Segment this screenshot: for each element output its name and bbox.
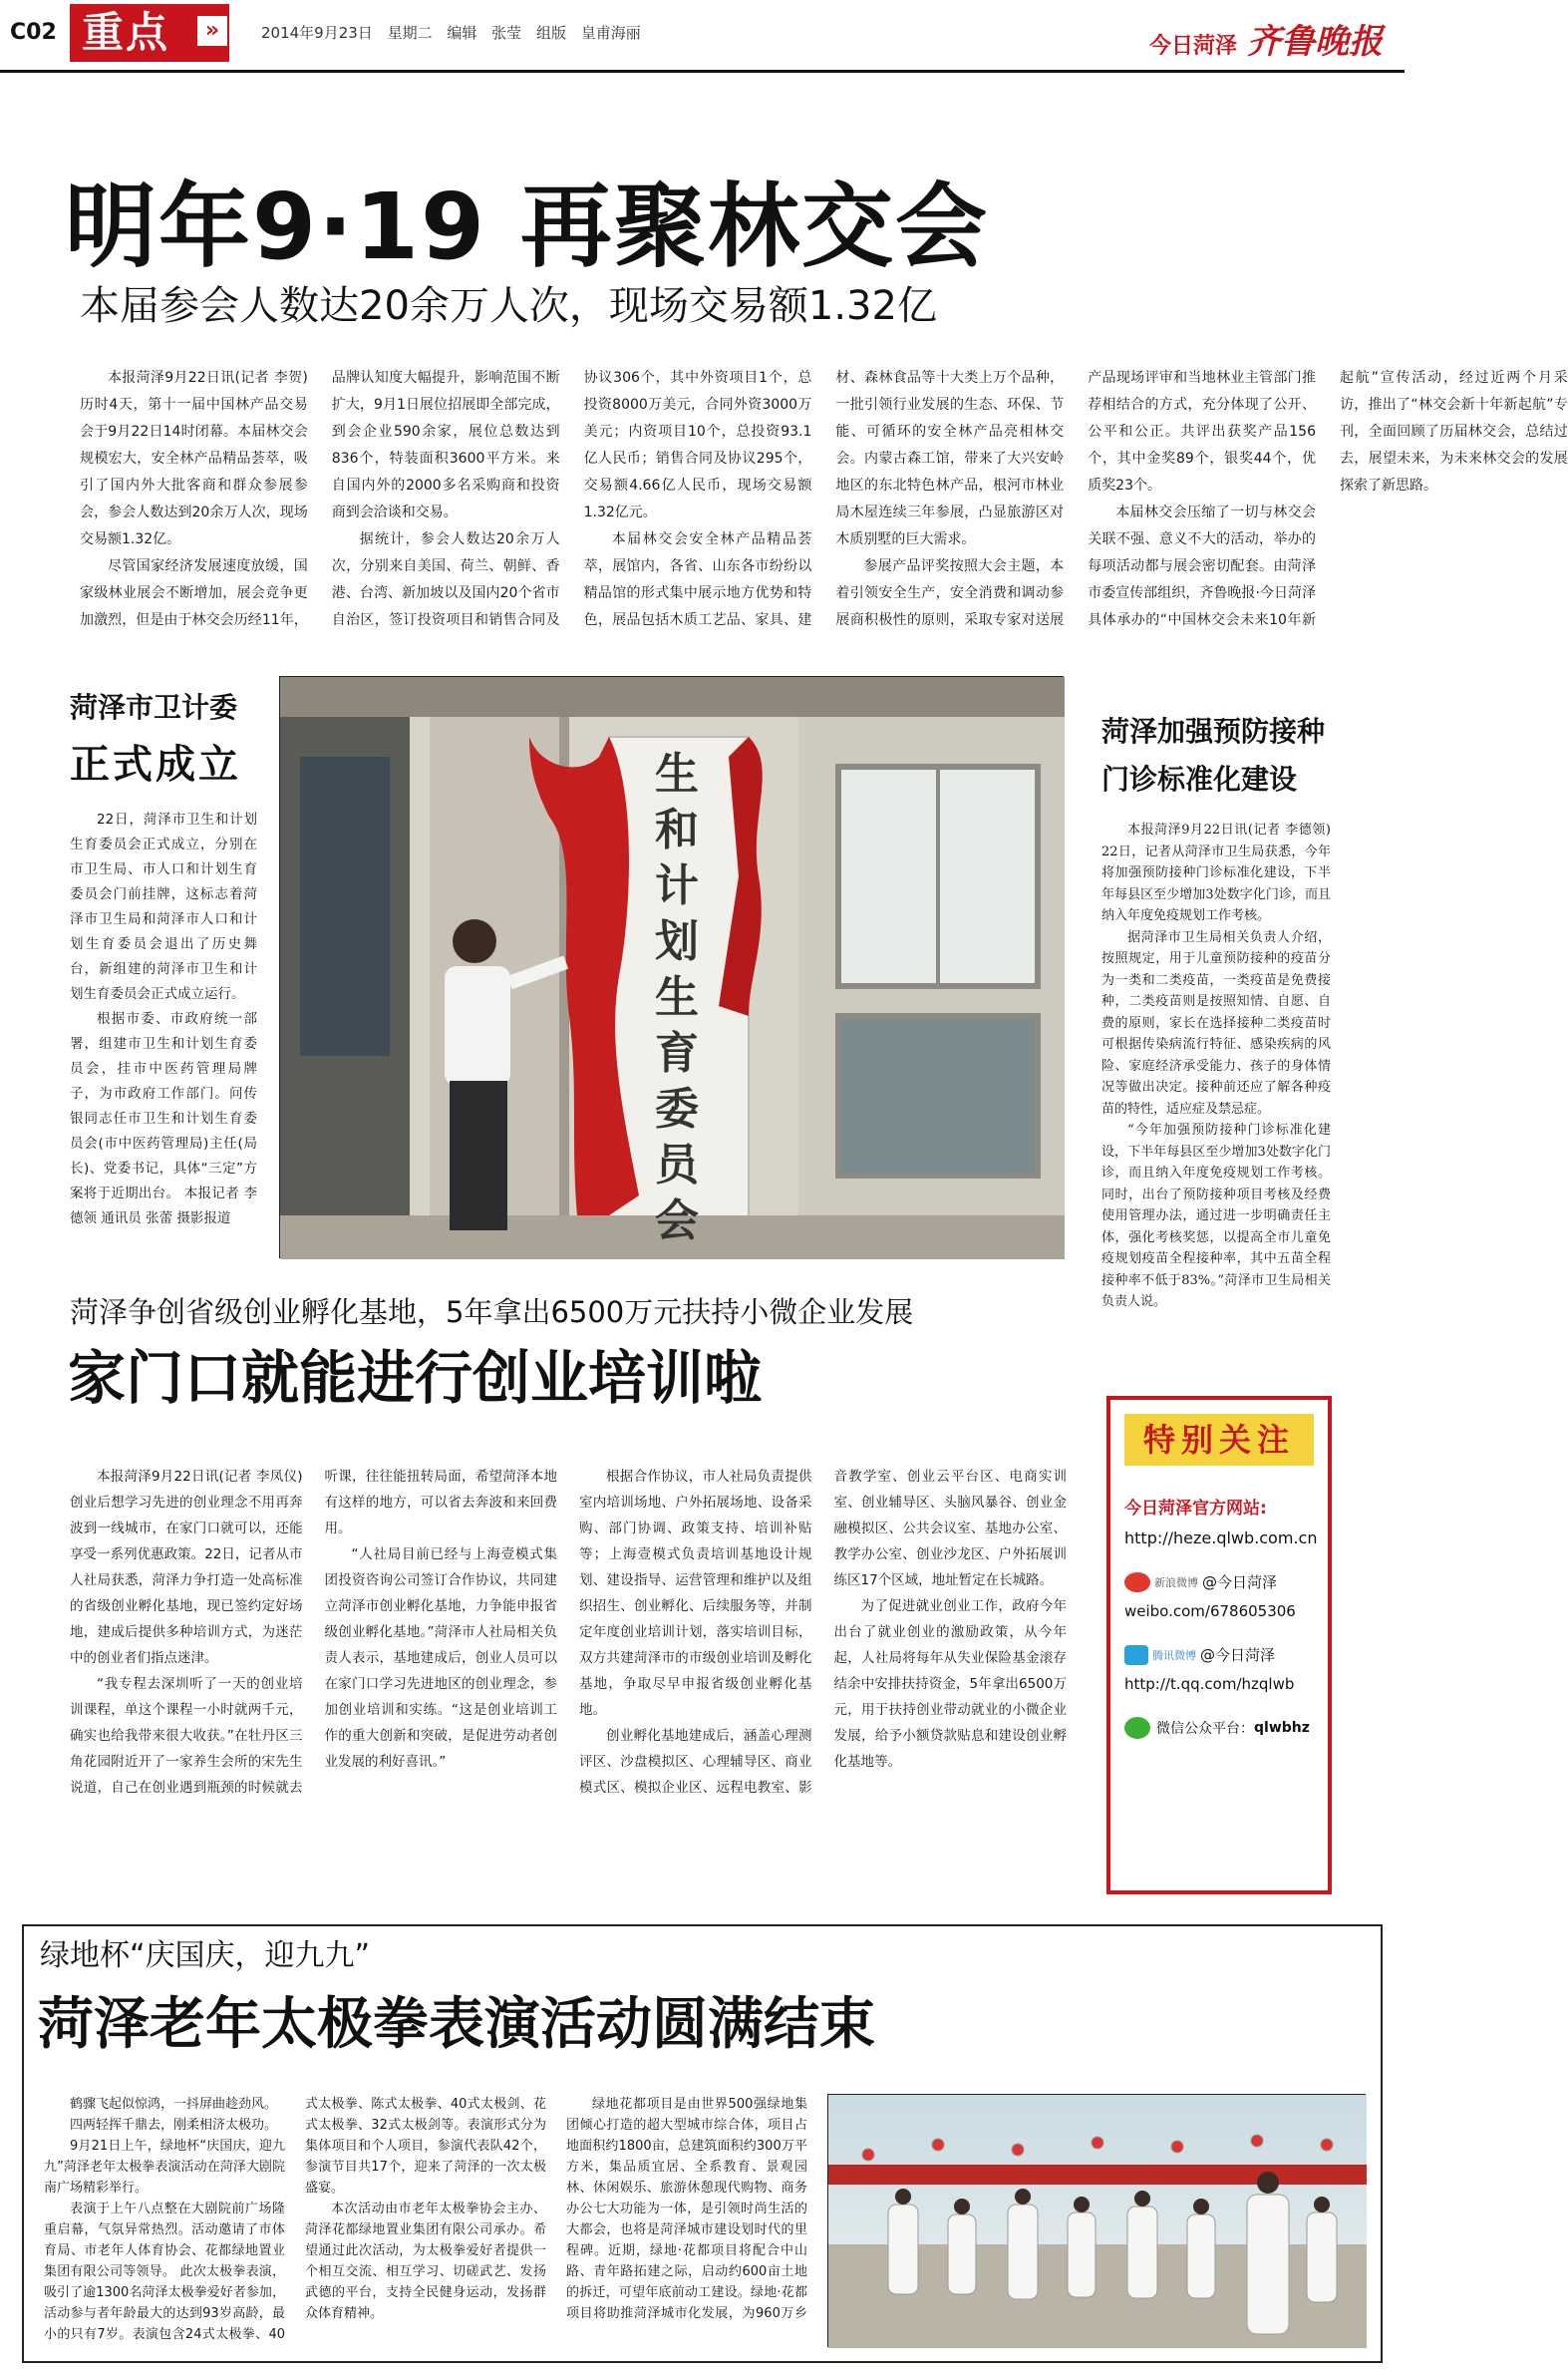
tencent-weibo-url[interactable]: http://t.qq.com/hzqlwb — [1124, 1675, 1295, 1693]
promo-site-label: 今日菏泽官方网站: — [1124, 1499, 1267, 1519]
designer: 组版 皇甫海丽 — [535, 24, 641, 42]
taichi-photo-illustration — [828, 2095, 1367, 2348]
issue-date: 2014年9月23日 — [261, 24, 373, 42]
lead-paragraph: 本报菏泽9月22日讯(记者 李贺) 历时4天，第十一届中国林产品交易会于9月22日14时闭幕。本届林交会规模宏大，安全林产品精品荟萃，吸引了国内外大批客商和群众参展参会，参会人数达到20余万人次，现场交易额1.32亿。 — [80, 370, 308, 547]
startup-paragraph: 为了促进就业创业工作，政府今年出台了就业创业的激励政策，从今年起，人社局将每年从失业保险基金滚存结余中安排扶持资金，5年拿出6500万元，用于扶持创业带动就业的小微企业发展，给予小额贷款贴息和建设创业孵化基地等。 — [833, 1598, 1067, 1770]
header-rule — [0, 70, 1405, 73]
brand-small: 今日菏泽 — [1148, 34, 1237, 59]
startup-headline: 家门口就能进行创业培训啦 — [68, 1344, 763, 1412]
sina-weibo-icon — [1124, 1572, 1150, 1592]
promo-weibo1 — [1124, 1571, 1328, 1592]
taichi-paragraph: 表演于上午八点整在大剧院前广场隆重启幕，气氛异常热烈。活动邀请了市体育局、市老年人体育协会、花都绿地置业集团有限公司等领导。 此次太极拳表演，吸引了逾1300名菏泽太极拳爱好者参加，活动参与者年龄最大的达到93岁高龄，最小的只有7岁。表演包含24式太极拳、40式太极拳、陈式太极拳、40式太极剑、花式太极拳、32式太极剑等。表演形式分为集体项目和个人项目，参演代表队42个，参演节目共17个，迎来了菏泽的一次太极盛宴。 — [44, 2097, 546, 2342]
vaccine-paragraph: 据菏泽市卫生局相关负责人介绍，按照规定，用于儿童预防接种的疫苗分为一类和二类疫苗，一类疫苗是免费接种，二类疫苗则是按照知情、自愿、自费的原则，家长在选择接种二类疫苗时可根据传染病流行特征、感染疾病的风险、家庭经济承受能力、孩子的身体情况等做出决定。接种前还应了解各种疫苗的特性，适应症及禁忌症。 — [1101, 929, 1331, 1117]
issue-meta — [261, 22, 641, 43]
tencent-weibo-label: 腾讯微博 — [1152, 1648, 1196, 1662]
lead-paragraph: 本届林交会压缩了一切与林交会关联不强、意义不大的活动，举办的每项活动都与展会密切配套。由菏泽市委宣传部组织，齐鲁晚报·今日菏泽具体承办的“中国林交会未来10年新起航”宣传活动，经过近两个月采访，推出了“林交会新十年新起航”专刊，全面回顾了历届林交会，总结过去，展望未来，为未来林交会的发展探索了新思路。 — [1088, 370, 1568, 628]
health-title-line1: 菏泽市卫计委 — [70, 691, 238, 724]
issue-weekday: 星期二 — [387, 24, 433, 42]
taichi-poem-line: 四两轻挥千鼎去，刚柔相济太极功。 — [70, 2118, 278, 2133]
wechat-label: 微信公众平台： — [1156, 1721, 1254, 1737]
startup-kicker: 菏泽争创省级创业孵化基地，5年拿出6500万元扶持小微企业发展 — [70, 1295, 914, 1329]
promo-title: 特别关注 — [1124, 1414, 1314, 1466]
vaccine-title-line1: 菏泽加强预防接种 — [1101, 715, 1326, 748]
editor: 编辑 张莹 — [447, 24, 522, 42]
startup-paragraph: 创业孵化基地建成后，涵盖心理测评区、沙盘模拟区、心理辅导区、商业模式区、模拟企业区、远程电教室、影音教学室、创业云平台区、电商实训室、创业辅导区、头脑风暴谷、创业金融模拟区、公共会议室、基地办公室、教学办公室、创业沙龙区、户外拓展训练区17个区域，地址暂定在长城路。 — [579, 1469, 1067, 1796]
tencent-weibo-icon — [1124, 1645, 1148, 1665]
promo-box — [1106, 1396, 1332, 1894]
wechat-id: qlwbhz — [1254, 1720, 1310, 1736]
health-paragraph: 22日，菏泽市卫生和计划生育委员会正式成立，分别在市卫生局、市人口和计划生育委员会门前挂牌，这标志着菏泽市卫生局和菏泽市人口和计划生育委员会退出了历史舞台，新组建的菏泽市卫生和计划生育委员会正式成立运行。 — [70, 812, 257, 1002]
vaccine-title-line2: 门诊标准化建设 — [1101, 763, 1298, 796]
lead-subhead: 本届参会人数达20余万人次，现场交易额1.32亿 — [80, 283, 937, 329]
startup-paragraph: “我专程去深圳听了一天的创业培训课程，单这个课程一小时就两千元，确实也给我带来很大收获。”在牡丹区三角花园附近开了一家养生会所的宋先生说道，自己在创业遇到瓶颈的时候就去听课，往往能扭转局面，希望菏泽本地有这样的地方，可以省去奔波和来回费用。 — [70, 1469, 557, 1796]
health-body — [70, 808, 257, 1252]
health-paragraph: 根据市委、市政府统一部署，组建市卫生和计划生育委员会，挂市中医药管理局牌子，为市政府工作部门。问传银同志任市卫生和计划生育委员会(市中医药管理局)主任(局长)、党委书记，具体“三定”方案将于近期出台。 本报记者 李德领 通讯员 张蕾 摄影报道 — [70, 1011, 257, 1226]
plaque-sign-text: 生和计划生育委员会 — [655, 749, 699, 1246]
lead-body — [80, 365, 1568, 640]
sina-weibo-handle: @今日菏泽 — [1202, 1573, 1278, 1591]
taichi-headline: 菏泽老年太极拳表演活动圆满结束 — [38, 1992, 875, 2057]
lead-paragraph: 尽管国家经济发展速度放缓，国家级林业展会不断增加，展会竞争更加激烈，但是由于林交会历经11年，品牌认知度大幅提升，影响范围不断扩大，9月1日展位招展即全部完成，到会企业590余家，展位总数达到836个，特装面积3600平方米。来自国内外的2000多名采购商和投资商到会洽谈和交易。 — [80, 370, 560, 628]
health-title-line2: 正式成立 — [70, 742, 241, 788]
lead-headline: 明年9·19 再聚林交会 — [65, 173, 990, 280]
startup-body — [70, 1464, 1067, 1912]
tencent-weibo-handle: @今日菏泽 — [1200, 1646, 1276, 1664]
startup-paragraph: 本报菏泽9月22日讯(记者 李凤仪) 创业后想学习先进的创业理念不用再奔波到一线城市，在家门口就可以，还能享受一系列优惠政策。22日，记者从市人社局获悉，菏泽力争打造一处高标准的省级创业孵化基地，现已签约定好场地，建成后提供多种培训方式，为迷茫中的创业者们指点迷津。 — [70, 1469, 303, 1666]
page-number: C02 — [10, 20, 57, 45]
taichi-paragraph: 本次活动由市老年太极拳协会主办、菏泽花都绿地置业集团有限公司承办。希望通过此次活动，为太极拳爱好者提供一个相互交流、相互学习、切磋武艺、发扬武德的平台，支持全民健身运动，发扬群众体育精神。 — [305, 2202, 546, 2321]
startup-paragraph: 根据合作协议，市人社局负责提供室内培训场地、户外拓展场地、设备采购、部门协调、政策支持、培训补贴等；上海壹模式负责培训基地设计规划、建设指导、运营管理和维护以及组织招生、创业孵化、后续服务等，并制定年度创业培训计划，落实培训目标，双方共建菏泽市的市级创业培训及孵化基地，争取尽早申报省级创业孵化基地。 — [579, 1469, 812, 1718]
vaccine-body — [1101, 820, 1331, 1388]
sina-weibo-label: 新浪微博 — [1154, 1575, 1198, 1589]
lead-paragraph: 参展产品评奖按照大会主题，本着引领安全生产，安全消费和调动参展商积极性的原则，采取专家对送展产品现场评审和当地林业主管部门推荐相结合的方式，充分体现了公开、公平和公正。共评出获奖产品156个，其中金奖89个，银奖44个，优质奖23个。 — [835, 370, 1316, 628]
taichi-paragraph: 绿地花都项目是由世界500强绿地集团倾心打造的超大型城市综合体，项目占地面积约1800亩，总建筑面积约300万平方米，集品质宜居、全系教育、景观园林、休闲娱乐、旅游休憩现代购物、商务办公七大功能为一体，是引领时尚生活的大都会，也将是菏泽城市建设划时代的里程碑。近期，绿地·花都项目将配合中山路、青年路拓建之际，启动约600亩土地的拆迁，可望年底前动工建设。绿地·花都项目将助推菏泽城市化发展，为960万乡 — [566, 2097, 807, 2321]
lead-paragraph: 据统计，参会人数达20余万人次，分别来自美国、荷兰、朝鲜、香港、台湾、新加坡以及国内20个省市自治区，签订投资项目和销售合同及协议306个，其中外资项目1个，总投资8000万美元，合同外资3000万美元；内资项目10个，总投资93.1亿人民币；销售合同及协议295个，交易额4.66亿人民币，现场交易额1.32亿元。 — [331, 370, 812, 628]
section-arrow-icon: » — [197, 16, 227, 46]
wechat-icon — [1124, 1717, 1150, 1739]
promo-wechat — [1124, 1717, 1328, 1739]
sina-weibo-url[interactable]: weibo.com/678605306 — [1124, 1602, 1296, 1620]
vaccine-paragraph: “今年加强预防接种门诊标准化建设，下半年每县区至少增加3处数字化门诊，而且纳入年度免疫规划工作考核。同时，出台了预防接种项目考核及经费使用管理办法，通过进一步明确责任主体，强化考核奖惩，以提高全市儿童免疫规划疫苗全程接种率，其中五苗全程接种率不低于83%。”菏泽市卫生局相关负责人说。 — [1101, 1123, 1331, 1309]
taichi-poem-line: 鹤骤飞起似惊鸿，一抖屏曲趁劲风。 — [70, 2097, 278, 2112]
vaccine-paragraph: 本报菏泽9月22日讯(记者 李德领) 22日，记者从菏泽市卫生局获悉，今年将加强预防接种门诊标准化建设，下半年每县区至少增加3处数字化门诊，而且纳入年度免疫规划工作考核。 — [1101, 823, 1331, 923]
taichi-kicker: 绿地杯“庆国庆，迎九九” — [40, 1938, 371, 1973]
brand-logo: 齐鲁晚报 — [1247, 22, 1383, 62]
taichi-performance-photo — [827, 2094, 1366, 2347]
masthead-brand — [1149, 14, 1383, 63]
taichi-body — [44, 2094, 807, 2351]
promo-site-url[interactable]: http://heze.qlwb.com.cn — [1124, 1528, 1318, 1547]
section-name: 重点 — [82, 8, 170, 57]
lead-paragraph: 本届林交会安全林产品精品荟萃，展馆内，各省、山东各市纷纷以精品馆的形式集中展示地方优势和特色，展品包括木质工艺品、家具、建材、森林食品等十大类上万个品种，一批引领行业发展的生态、环保、节能、可循环的安全林产品亮相林交会。内蒙古森工馆，带来了大兴安岭地区的东北特色林产品，根河市林业局木屋连续三年参展，凸显旅游区对木质别墅的巨大需求。 — [583, 370, 1065, 628]
startup-paragraph: “人社局目前已经与上海壹模式集团投资咨询公司签订合作协议，共同建立菏泽市创业孵化基地，力争能申报省级创业孵化基地。”菏泽市人社局相关负责人表示，基地建成后，创业人员可以在家门口学习先进地区的创业理念，参加创业培训和实练。“这是创业培训工作的重大创新和突破，是促进劳动者创业发展的利好喜讯。” — [324, 1546, 557, 1770]
taichi-paragraph: 9月21日上午，绿地杯“庆国庆，迎九九”菏泽老年太极拳表演活动在菏泽大剧院南广场精彩举行。 — [44, 2139, 285, 2196]
promo-weibo2 — [1124, 1644, 1328, 1665]
plaque-unveiling-photo — [279, 676, 1064, 1258]
